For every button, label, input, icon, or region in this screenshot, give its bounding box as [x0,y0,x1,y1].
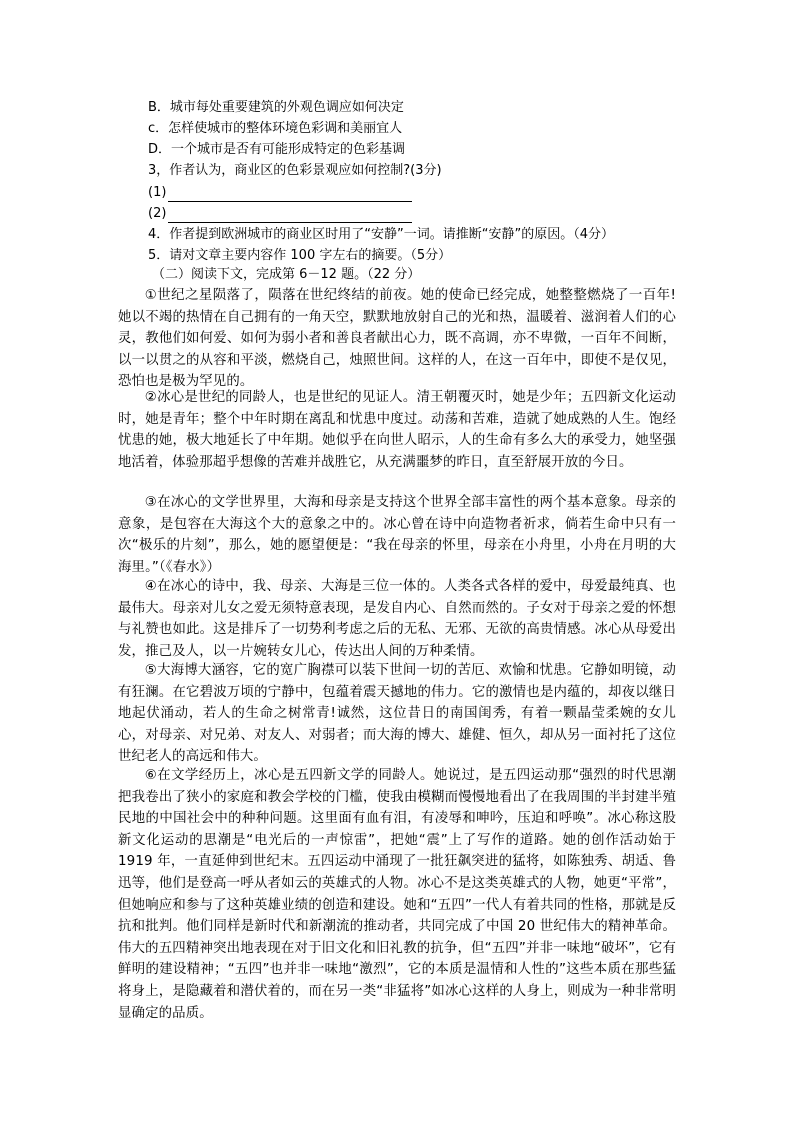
question-5: 5．请对文章主要内容作 100 字左右的摘要。（5分） [148,248,452,263]
answer-line-1 [148,184,412,202]
passage-paragraph-3: ③在冰心的文学世界里，大海和母亲是支持这个世界全部丰富性的两个基本意象。母亲的意象，是包容在大海这个大的意象之中的。冰心曾在诗中向造物者祈求，倘若生命中只有一次“极乐的片刻”，那么，她的愿望便是：“我在母亲的怀里，母亲在小舟里，小舟在月明的大海里。”（《春水》） [118,495,676,575]
answer-line-2-label: (2) [148,206,167,221]
question-option-c: c．怎样使城市的整体环境色彩调和美丽宜人 [148,121,403,136]
answer-blank-1 [168,188,412,202]
passage-paragraph-1: ①世纪之星陨落了，陨落在世纪终结的前夜。她的使命已经完成，她整整燃烧了一百年!她以不竭的热情在自己拥有的一角天空，默默地放射自己的光和热，温暖着、滋润着人们的心灵，教他们如何爱、如何为弱小者和善良者献出心力，既不高调，亦不卑微，一百年不间断，以一以贯之的从容和平淡，燃烧自己，烛照世间。这样的人，在这一百年中，即使不是仅见，恐怕也是极为罕见的。 [118,288,676,390]
answer-line-1-label: (1) [148,185,167,200]
question-3: 3，作者认为，商业区的色彩景观应如何控制?(3分) [148,163,442,178]
passage-paragraph-6: ⑥在文学经历上，冰心是五四新文学的同龄人。她说过，是五四运动那“强烈的时代思潮把我卷出了狭小的家庭和教会学校的门槛，使我由模糊而慢慢地看出了在我周围的半封建半殖民地的中国社会中的种种问题。这里面有血有泪，有凌辱和呻吟，压迫和呼唤”。冰心称这股新文化运动的思潮是“电光后的一声惊雷”，把她“震”上了写作的道路。她的创作活动始于 1919 年，一直延伸到世纪末。五四运动中涌现了一批狂飙突进的猛将，如陈独秀、胡适、鲁迅等，他们是登高一呼从者如云的英雄式的人物。冰心不是这类英雄式的人物，她更“平常”，但她响应和参与了这种英雄业绩的创造和建设。她和“五四”一代人有着共同的性格，那就是反抗和批判。他们同样是新时代和新潮流的推动者，共同完成了中国 20 世纪伟大的精神革命。伟大的五四精神突出地表现在对于旧文化和旧礼教的抗争，但“五四”并非一味地“破坏”，它有鲜明的建设精神；“五四”也并非一味地“激烈”，它的本质是温情和人性的”这些本质在那些猛将身上，是隐藏着和潜伏着的，而在另一类“非猛将”如冰心这样的人身上，则成为一种非常明显确定的品质。 [118,768,676,1021]
answer-blank-2 [168,209,412,223]
question-option-b: B．城市每处重要建筑的外观色调应如何决定 [148,100,404,115]
answer-line-2 [148,205,412,223]
question-4: 4．作者提到欧洲城市的商业区时用了“安静”一词。请推断“安静”的原因。（4分） [148,227,614,242]
passage-paragraph-4: ④在冰心的诗中，我、母亲、大海是三位一体的。人类各式各样的爱中，母爱最纯真、也最伟大。母亲对儿女之爱无须特意表现，是发自内心、自然而然的。子女对于母亲之爱的怀想与礼赞也如此。这是排斥了一切势利考虑之后的无私、无邪、无欲的高贵情感。冰心从母爱出发，推己及人，以一片婉转女儿心，传达出人间的万种柔情。 [118,579,676,659]
passage-paragraph-5: ⑤大海博大涵容，它的宽广胸襟可以装下世间一切的苦厄、欢愉和忧患。它静如明镜，动有狂澜。在它碧波万顷的宁静中，包蕴着震天撼地的伟力。它的激情也是内蕴的，却夜以继日地起伏涌动，若人的生命之树常青!诚然，这位昔日的南国闺秀，有着一颗晶莹柔婉的女儿心，对母亲、对兄弟、对友人、对弱者；而大海的博大、雄健、恒久，却从另一面衬托了这位世纪老人的高远和伟大。 [118,663,676,765]
passage-paragraph-2: ②冰心是世纪的同龄人，也是世纪的见证人。清王朝覆灭时，她是少年；五四新文化运动时，她是青年；整个中年时期在离乱和忧患中度过。动荡和苦难，造就了她成熟的人生。饱经忧患的她，极大地延长了中年期。她似乎在向世人昭示，人的生命有多么大的承受力，她坚强地活着，体验那超乎想像的苦难并战胜它，从充满噩梦的昨日，直至舒展开放的今日。 [118,390,676,470]
section-2-heading: （二）阅读下文，完成第 6－12 题。（22 分） [152,267,421,282]
question-option-d: D．一个城市是否有可能形成特定的色彩基调 [148,142,406,157]
